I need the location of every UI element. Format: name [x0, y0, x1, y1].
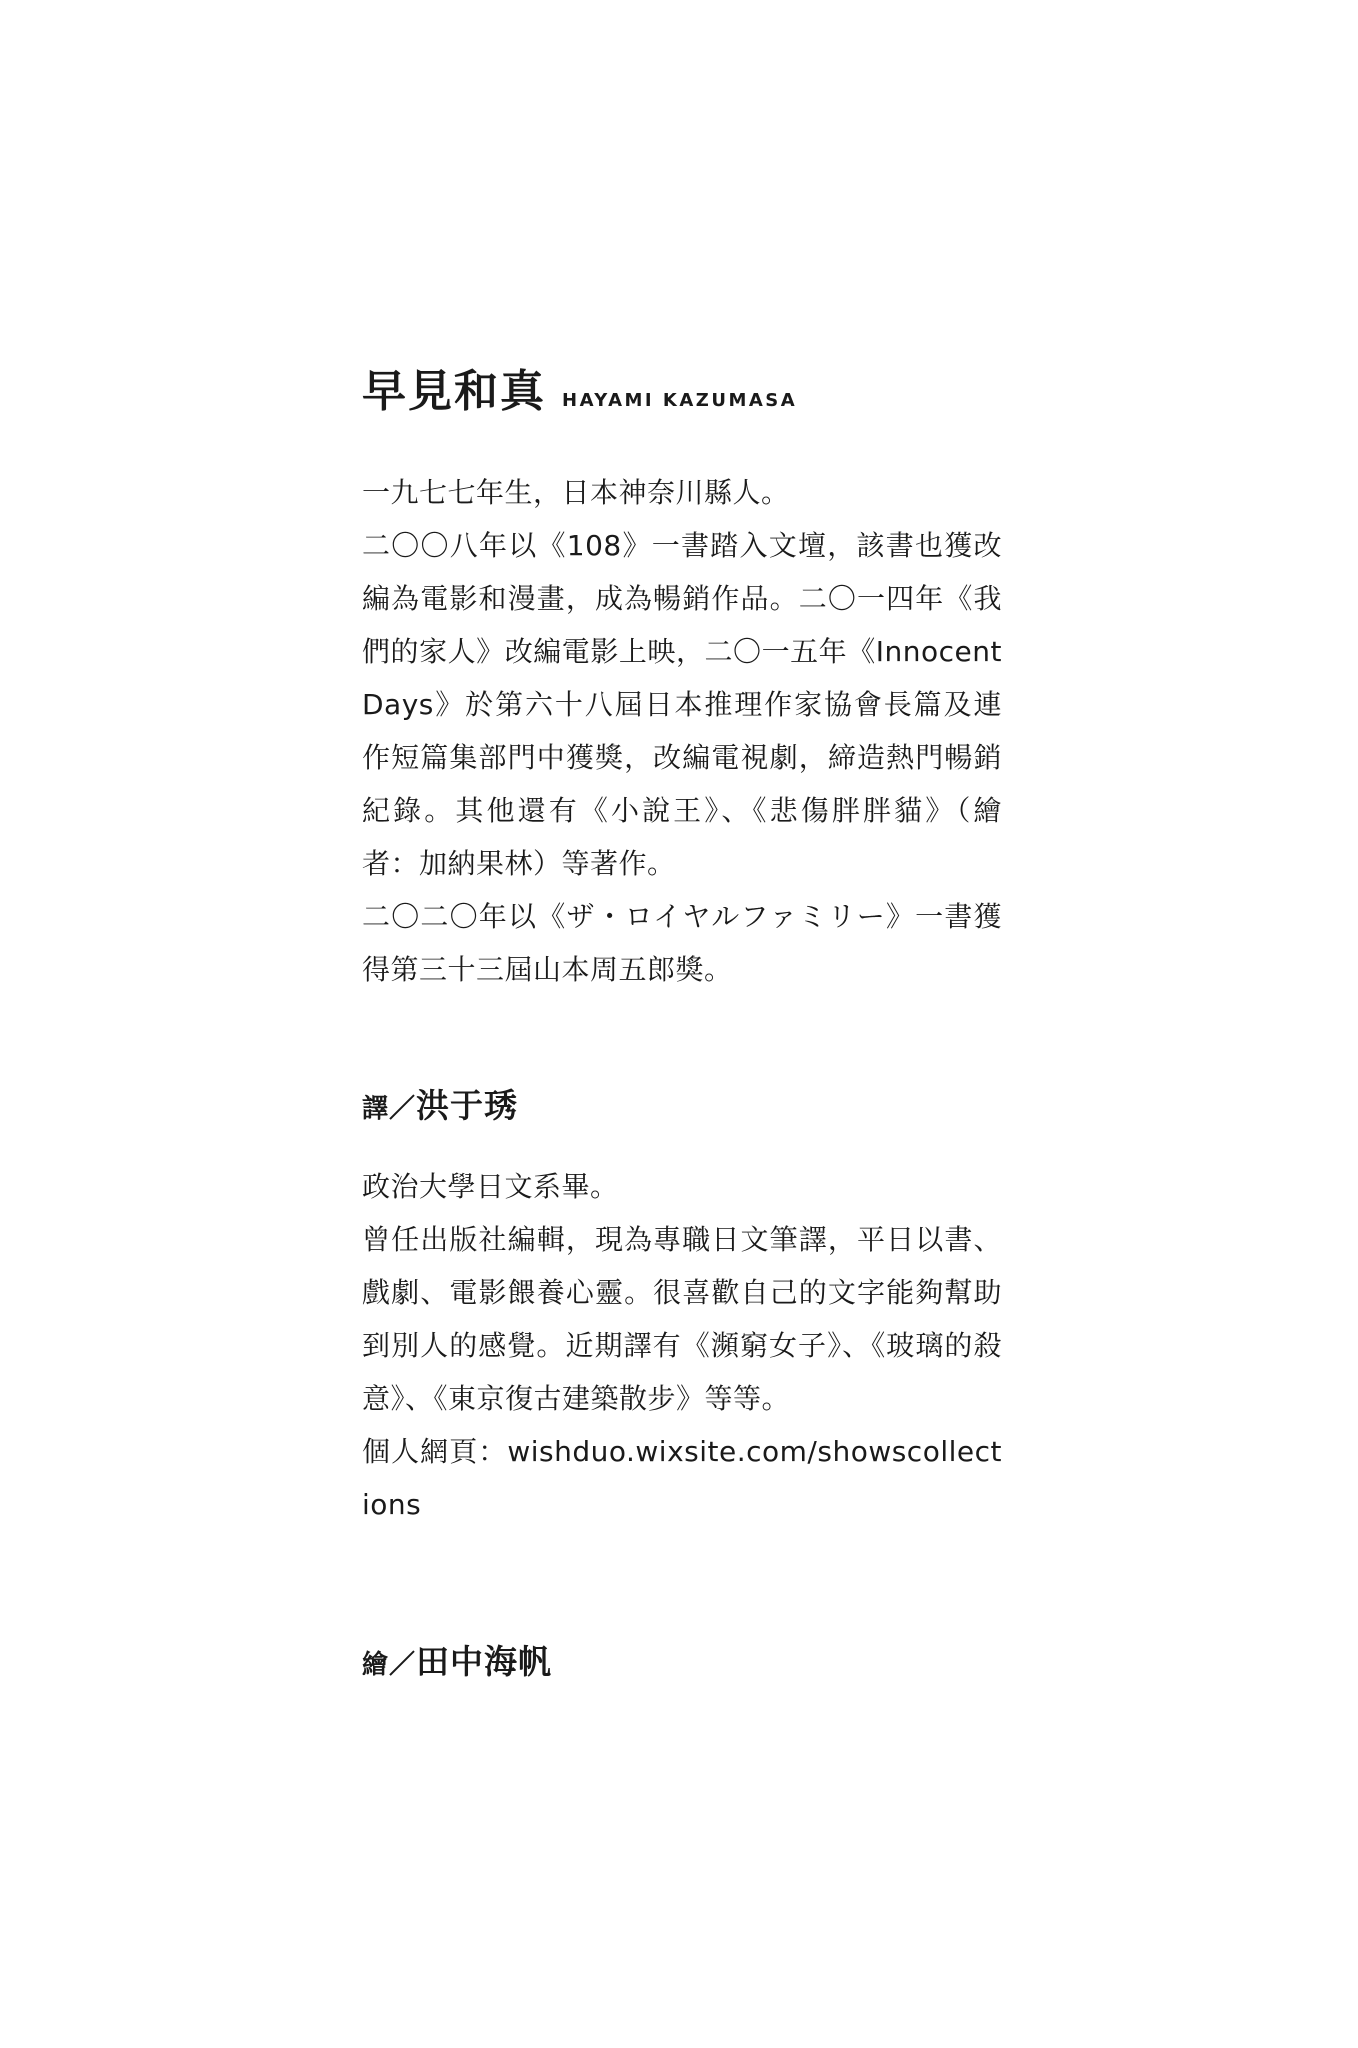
- author-bio-paragraph: 二〇二〇年以《ザ・ロイヤルファミリー》一書獲得第三十三屆山本周五郎獎。: [362, 900, 1002, 986]
- author-bio-paragraph: 二〇〇八年以《108》一書踏入文壇，該書也獲改編為電影和漫畫，成為暢銷作品。二〇一四年《我們的家人》改編電影上映，二〇一五年《Innocent Days》於第六十八屆日本推理作家協會長篇及連作短篇集部門中獲獎，改編電視劇，締造熱門暢銷紀錄。其他還有《小說王》、《悲傷胖胖貓》（繪者：加納果林）等著作。: [362, 529, 1002, 880]
- credits-content: [362, 362, 1002, 1681]
- translator-bio: [362, 1160, 1002, 1531]
- author-bio-paragraph: 一九七七年生，日本神奈川縣人。: [362, 476, 790, 509]
- author-bio: [362, 466, 1002, 996]
- illustrator-name: 田中海帆: [416, 1642, 553, 1681]
- translator-heading: [362, 1084, 518, 1131]
- translator-bio-paragraph: 政治大學日文系畢。: [362, 1170, 619, 1203]
- translator-role-label: 譯／: [362, 1094, 417, 1124]
- translator-website: 個人網頁：wishduo.wixsite.com/showscollections: [362, 1435, 1002, 1521]
- illustrator-role-label: 繪／: [362, 1650, 417, 1680]
- author-heading: [362, 362, 1002, 422]
- translator-name: 洪于琇: [416, 1086, 519, 1125]
- author-roman-name: HAYAMI KAZUMASA: [562, 390, 798, 411]
- author-name: 早見和真: [362, 366, 546, 417]
- illustrator-heading: [362, 1640, 552, 1687]
- translator-bio-paragraph: 曾任出版社編輯，現為專職日文筆譯，平日以書、戲劇、電影餵養心靈。很喜歡自己的文字能夠幫助到別人的感覺。近期譯有《瀕窮女子》、《玻璃的殺意》、《東京復古建築散步》等等。: [362, 1223, 1002, 1415]
